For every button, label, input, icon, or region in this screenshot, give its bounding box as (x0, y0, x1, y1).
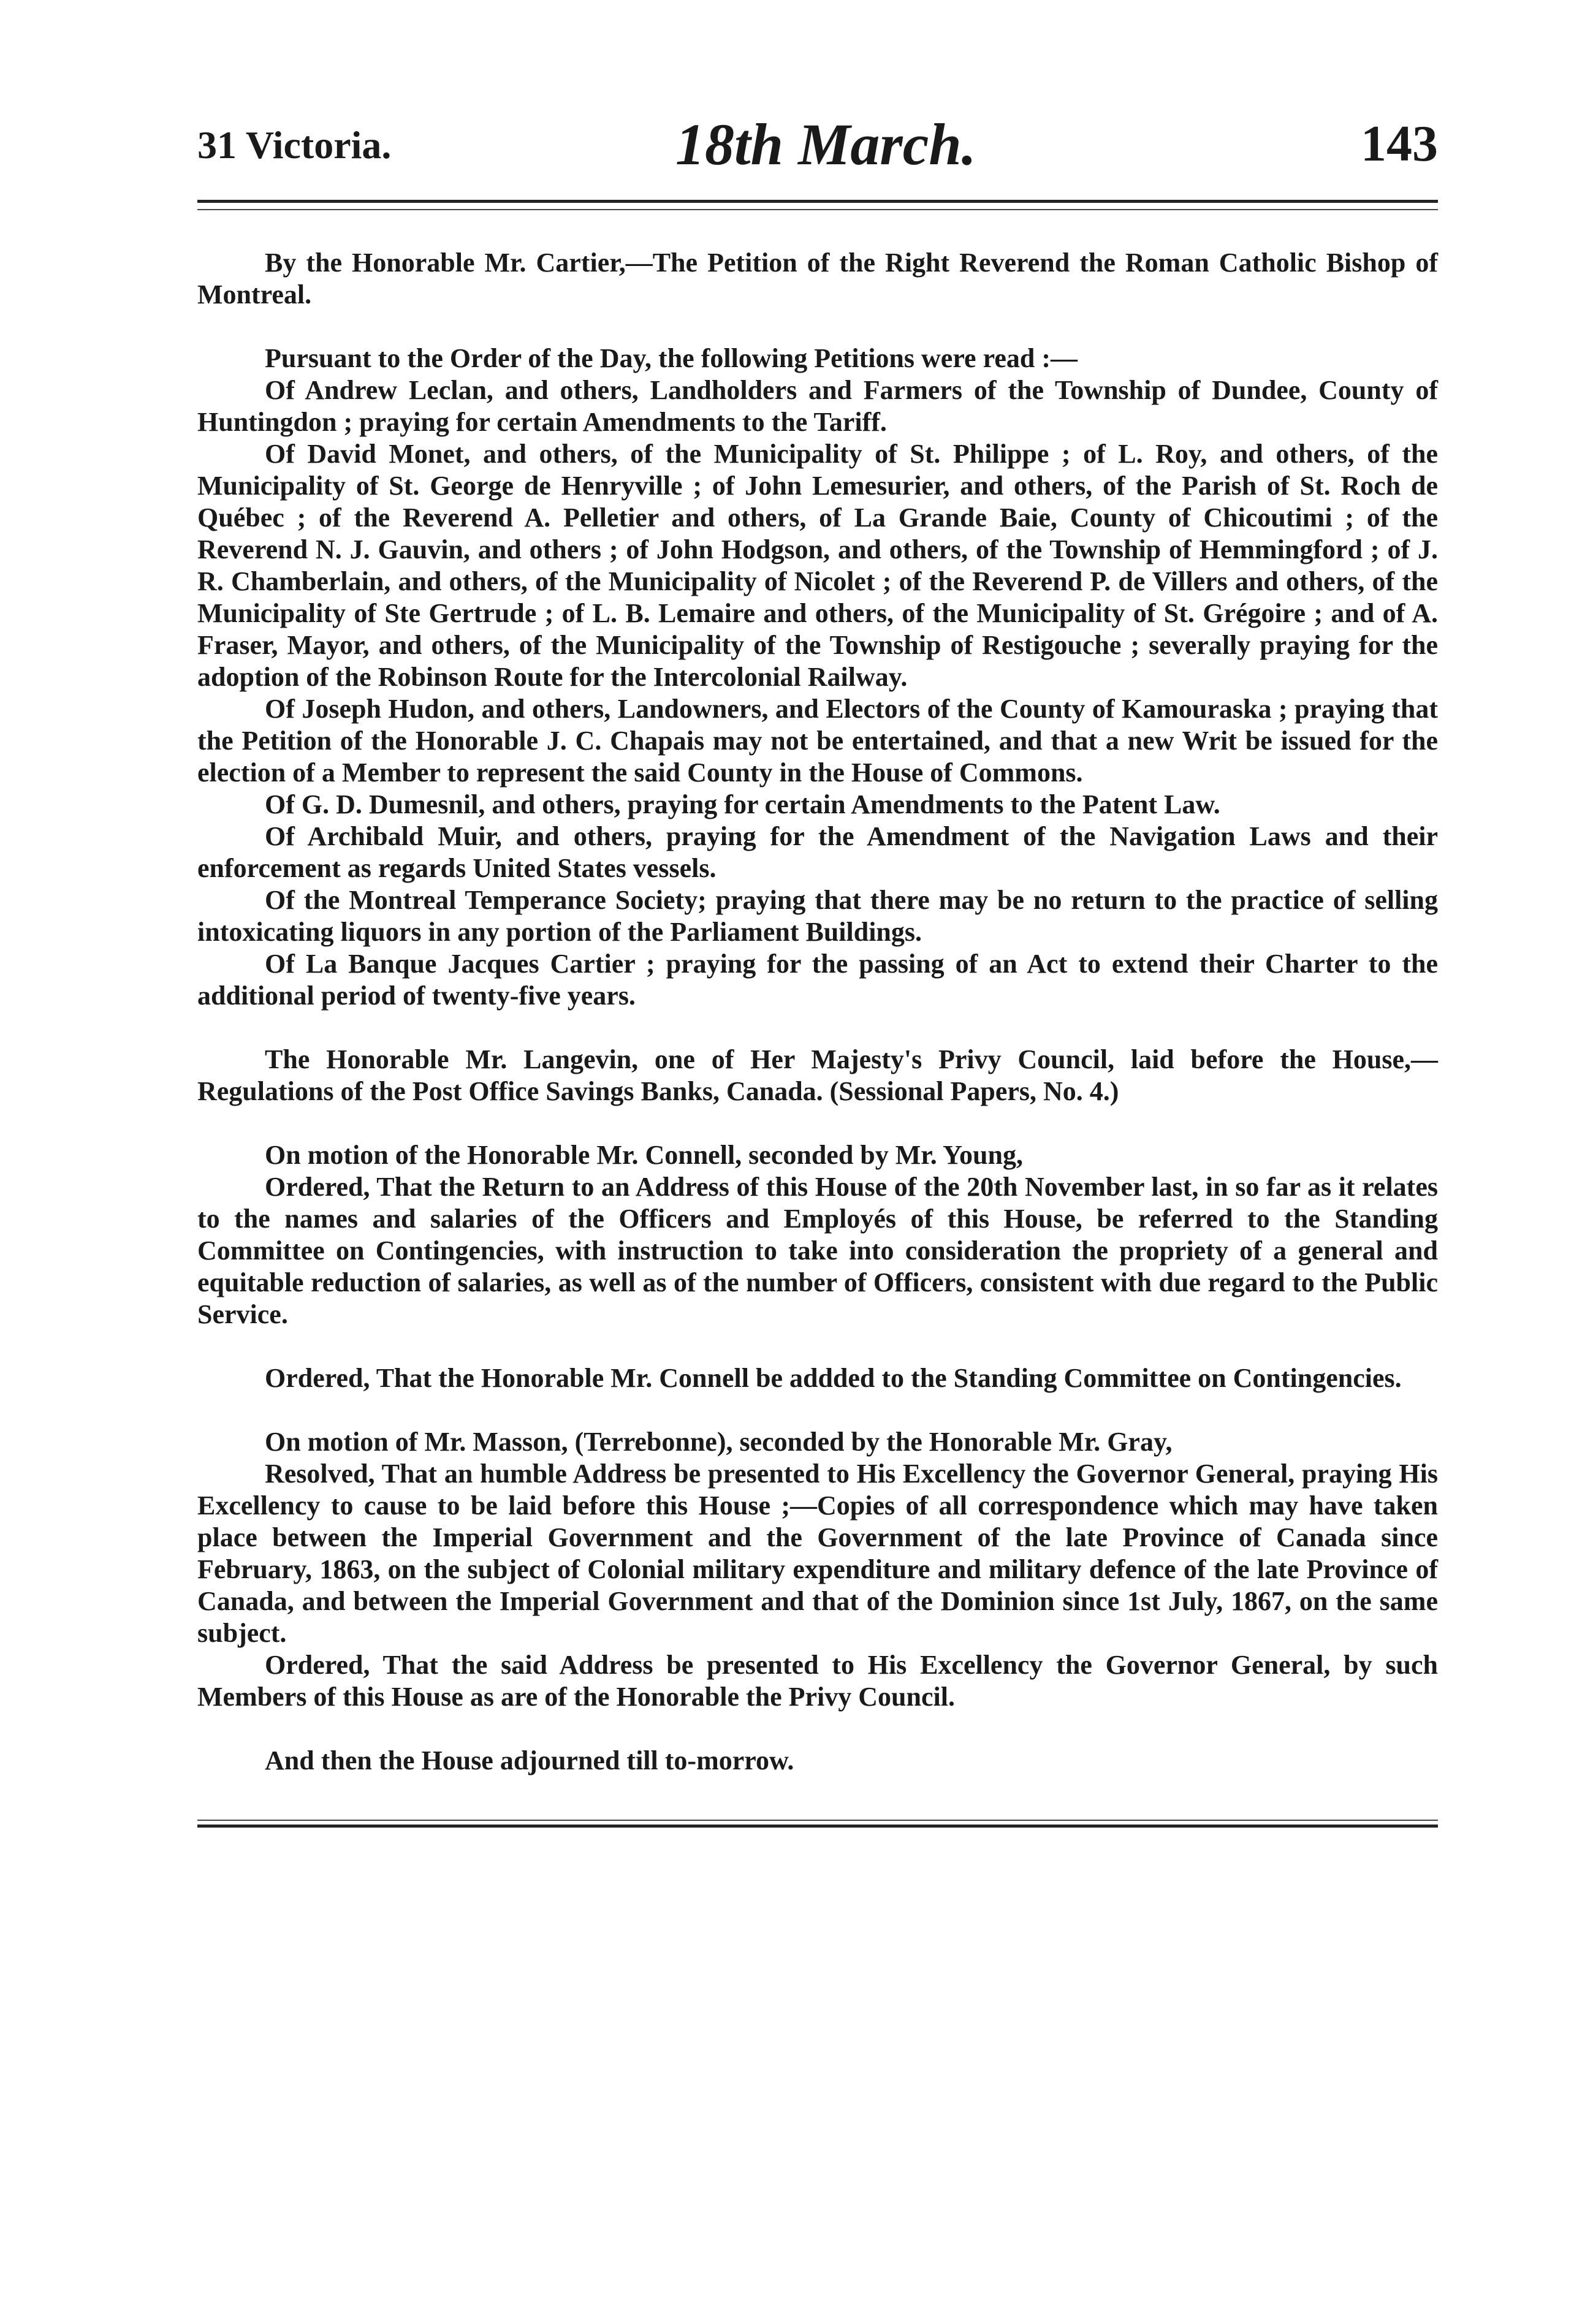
footer-rule-thin (197, 1820, 1438, 1821)
paragraph-petition-temperance: Of the Montreal Temperance Society; praying that there may be no return to the practice of selling intoxicating liquors in any portion of the Parliament Buildings. (197, 885, 1438, 947)
paragraph-ordered-address: Ordered, That the said Address be presented to His Excellency the Governor General, by such Members of this House as are of the Honorable the Privy Council. (197, 1650, 1438, 1712)
header-rule-thick (197, 200, 1438, 203)
regnal-year: 31 Victoria. (197, 123, 392, 167)
paragraph-motion-masson: On motion of Mr. Masson, (Terrebonne), seconded by the Honorable Mr. Gray, (265, 1427, 1173, 1457)
page-number: 143 (1361, 115, 1438, 172)
paragraph-ordered-return: Ordered, That the Return to an Address of this House of the 20th November last, in so far as it relates to the names and salaries of the Officers and Employés of this House, be referred to the Standing Committee on Contingencies, with instruction to take into consideration the propriety of a general and equitable reduction of salaries, as well as of the number of Officers, consistent with due regard to the Public Service. (197, 1172, 1438, 1329)
journal-body (197, 247, 1438, 1777)
paragraph-cartier-petition: By the Honorable Mr. Cartier,—The Petition of the Right Reverend the Roman Catholic Bishop of Montreal. (197, 248, 1438, 309)
paragraph-petition-banque: Of La Banque Jacques Cartier ; praying for the passing of an Act to extend their Charter to the additional period of twenty-five years. (197, 949, 1438, 1011)
paragraph-resolved-address: Resolved, That an humble Address be presented to His Excellency the Governor General, praying His Excellency to cause to be laid before this House ;—Copies of all correspondence which may have taken place between the Imperial Government and the Government of the late Province of Canada since February, 1863, on the subject of Colonial military expenditure and military defence of the late Province of Canada, and between the Imperial Government and that of the Dominion since 1st July, 1867, on the same subject. (197, 1459, 1438, 1648)
footer-rules (197, 1820, 1438, 1828)
paragraph-order-of-day: Pursuant to the Order of the Day, the following Petitions were read :— (265, 343, 1078, 373)
paragraph-petition-muir: Of Archibald Muir, and others, praying for the Amendment of the Navigation Laws and their enforcement as regards United States vessels. (197, 821, 1438, 883)
paragraph-adjourned: And then the House adjourned till to-morrow. (265, 1745, 794, 1775)
footer-rule-thick (197, 1825, 1438, 1828)
page (197, 110, 1438, 1828)
date-heading: 18th March. (675, 112, 976, 177)
paragraph-petition-leclan: Of Andrew Leclan, and others, Landholders and Farmers of the Township of Dundee, County of Huntingdon ; praying for certain Amendments to the Tariff. (197, 375, 1438, 437)
paragraph-langevin: The Honorable Mr. Langevin, one of Her Majesty's Privy Council, laid before the House,—Regulations of the Post Office Savings Banks, Canada. (Sessional Papers, No. 4.) (197, 1044, 1438, 1106)
paragraph-ordered-connell: Ordered, That the Honorable Mr. Connell be addded to the Standing Committee on Contingencies. (265, 1363, 1402, 1393)
running-header (197, 110, 1438, 196)
paragraph-petition-monet: Of David Monet, and others, of the Municipality of St. Philippe ; of L. Roy, and others, of the Municipality of St. George de Henryville ; of John Lemesurier, and others, of the Parish of St. Roch de Québec ; of the Reverend A. Pelletier and others, of La Grande Baie, County of Chicoutimi ; of the Reverend N. J. Gauvin, and others ; of John Hodgson, and others, of the Township of Hemmingford ; of J. R. Chamberlain, and others, of the Municipality of Nicolet ; of the Reverend P. de Villers and others, of the Municipality of Ste Gertrude ; of L. B. Lemaire and others, of the Municipality of St. Grégoire ; and of A. Fraser, Mayor, and others, of the Municipality of the Township of Restigouche ; severally praying for the adoption of the Robinson Route for the Intercolonial Railway. (197, 439, 1438, 692)
header-rule-thin (197, 209, 1438, 210)
paragraph-motion-connell: On motion of the Honorable Mr. Connell, seconded by Mr. Young, (265, 1140, 1023, 1170)
paragraph-petition-hudon: Of Joseph Hudon, and others, Landowners, and Electors of the County of Kamouraska ; praying that the Petition of the Honorable J. C. Chapais may not be entertained, and that a new Writ be issued for the election of a Member to represent the said County in the House of Commons. (197, 694, 1438, 788)
paragraph-petition-dumesnil: Of G. D. Dumesnil, and others, praying for certain Amendments to the Patent Law. (265, 789, 1220, 819)
